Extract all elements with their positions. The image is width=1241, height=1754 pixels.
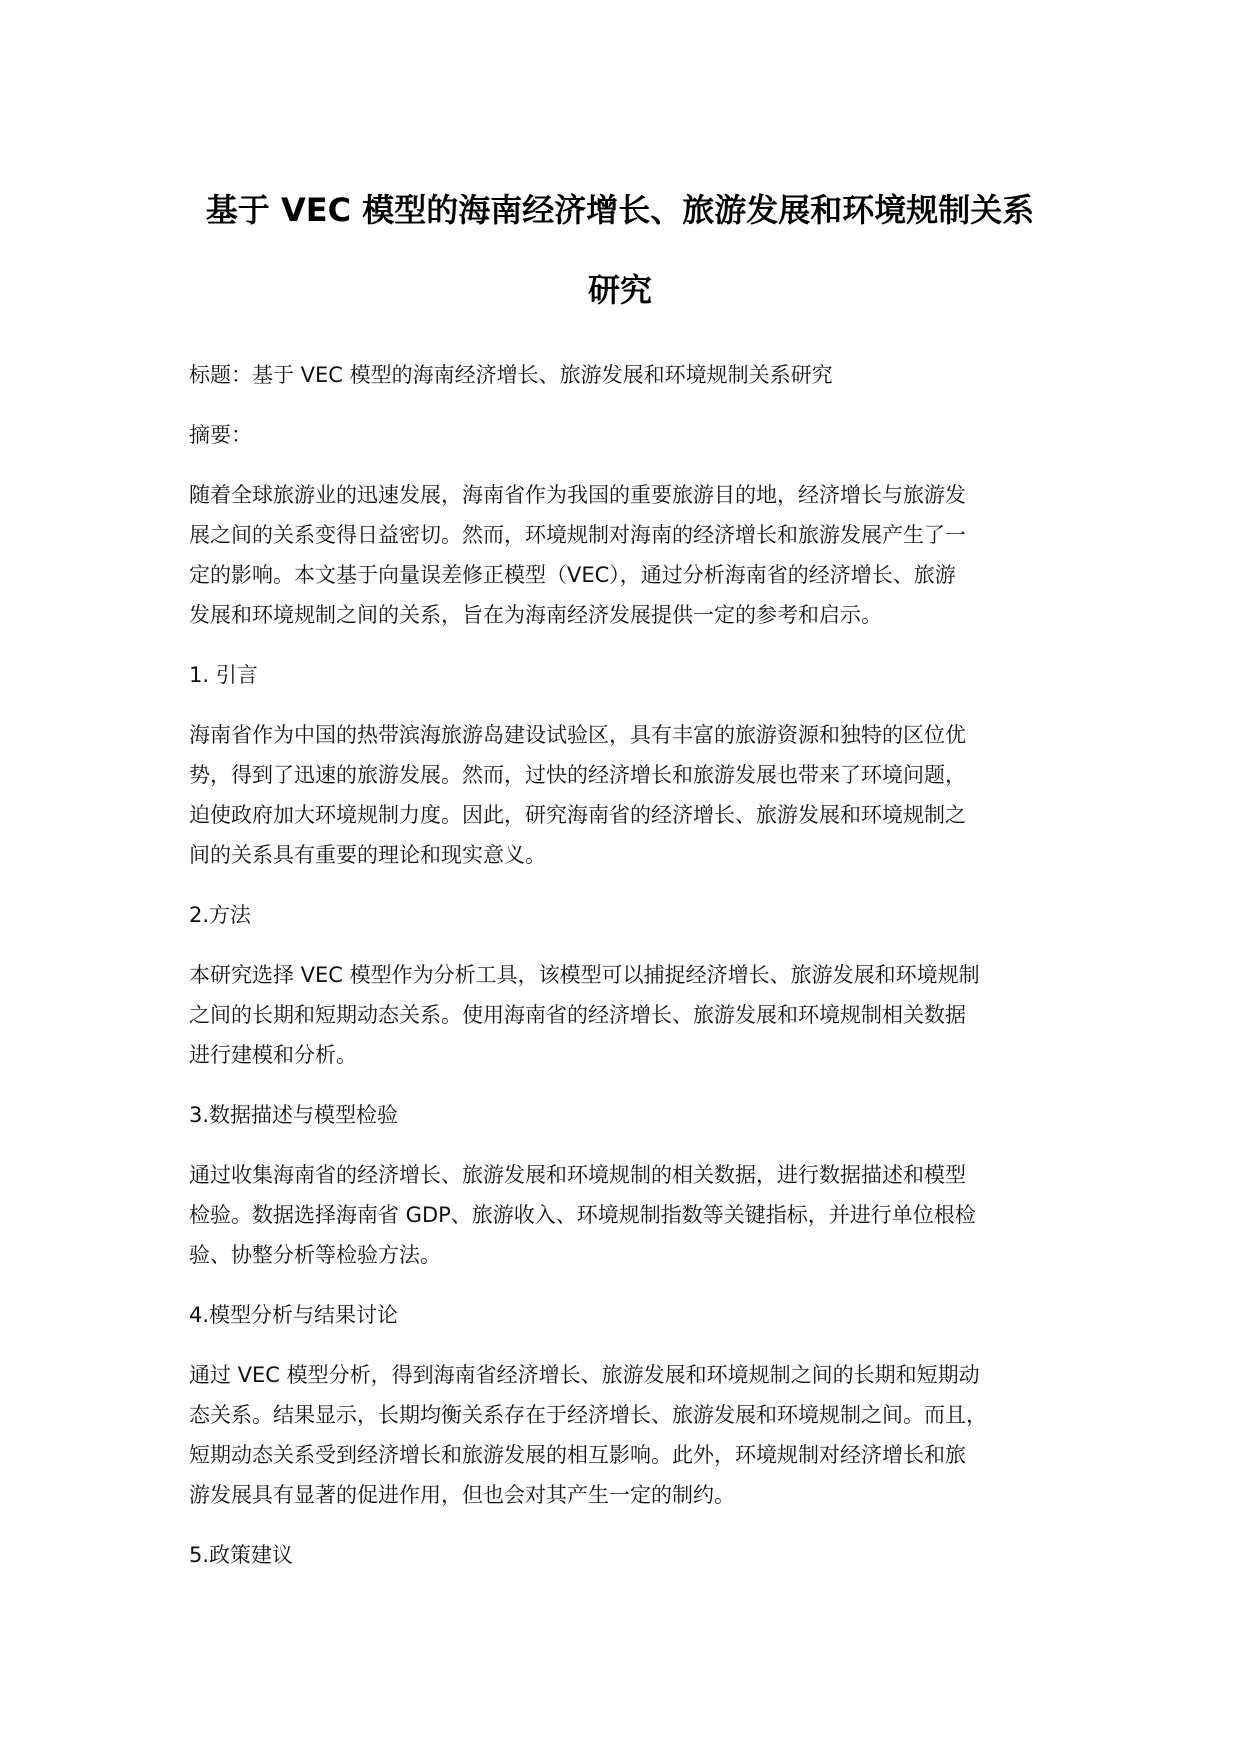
- paragraph-line: 海南省作为中国的热带滨海旅游岛建设试验区，具有丰富的旅游资源和独特的区位优: [189, 723, 966, 747]
- abstract-paragraph: [189, 475, 1069, 635]
- section-paragraph-data: [189, 1155, 1069, 1275]
- abstract-heading: 摘要：: [189, 423, 252, 447]
- paragraph-line: 势，得到了迅速的旅游发展。然而，过快的经济增长和旅游发展也带来了环境问题，: [189, 763, 966, 787]
- paragraph-line: 通过收集海南省的经济增长、旅游发展和环境规制的相关数据，进行数据描述和模型: [189, 1163, 966, 1187]
- paragraph-line: 检验。数据选择海南省 GDP、旅游收入、环境规制指数等关键指标，并进行单位根检: [189, 1203, 976, 1227]
- abstract-line: 定的影响。本文基于向量误差修正模型（VEC），通过分析海南省的经济增长、旅游: [189, 563, 956, 587]
- paragraph-line: 本研究选择 VEC 模型作为分析工具，该模型可以捕捉经济增长、旅游发展和环境规制: [189, 963, 980, 987]
- title-line-1: 基于 VEC 模型的海南经济增长、旅游发展和环境规制关系: [205, 191, 1035, 229]
- abstract-line: 展之间的关系变得日益密切。然而，环境规制对海南的经济增长和旅游发展产生了一: [189, 523, 966, 547]
- section-heading-method: 2.方法: [189, 903, 252, 927]
- paragraph-line: 态关系。结果显示，长期均衡关系存在于经济增长、旅游发展和环境规制之间。而且，: [189, 1403, 987, 1427]
- paragraph-line: 验、协整分析等检验方法。: [189, 1243, 441, 1267]
- section-heading-data: 3.数据描述与模型检验: [189, 1103, 399, 1127]
- section-paragraph-results: [189, 1355, 1069, 1515]
- document-body: [189, 355, 1069, 1575]
- section-paragraph-introduction: [189, 715, 1069, 875]
- section-heading-results: 4.模型分析与结果讨论: [189, 1303, 399, 1327]
- section-heading-policy: 5.政策建议: [189, 1543, 294, 1567]
- title-line-2: 研究: [587, 271, 652, 309]
- paragraph-line: 之间的长期和短期动态关系。使用海南省的经济增长、旅游发展和环境规制相关数据: [189, 1003, 966, 1027]
- abstract-line: 发展和环境规制之间的关系，旨在为海南经济发展提供一定的参考和启示。: [189, 603, 882, 627]
- paragraph-line: 进行建模和分析。: [189, 1043, 357, 1067]
- section-paragraph-method: [189, 955, 1069, 1075]
- paragraph-line: 短期动态关系受到经济增长和旅游发展的相互影响。此外，环境规制对经济增长和旅: [189, 1443, 966, 1467]
- title-label-line: 标题：基于 VEC 模型的海南经济增长、旅游发展和环境规制关系研究: [189, 363, 833, 387]
- paragraph-line: 间的关系具有重要的理论和现实意义。: [189, 843, 546, 867]
- paragraph-line: 迫使政府加大环境规制力度。因此，研究海南省的经济增长、旅游发展和环境规制之: [189, 803, 966, 827]
- document-title: [180, 170, 1060, 330]
- abstract-line: 随着全球旅游业的迅速发展，海南省作为我国的重要旅游目的地，经济增长与旅游发: [189, 483, 966, 507]
- section-heading-introduction: 1. 引言: [189, 663, 258, 687]
- paragraph-line: 游发展具有显著的促进作用，但也会对其产生一定的制约。: [189, 1483, 735, 1507]
- paragraph-line: 通过 VEC 模型分析，得到海南省经济增长、旅游发展和环境规制之间的长期和短期动: [189, 1363, 980, 1387]
